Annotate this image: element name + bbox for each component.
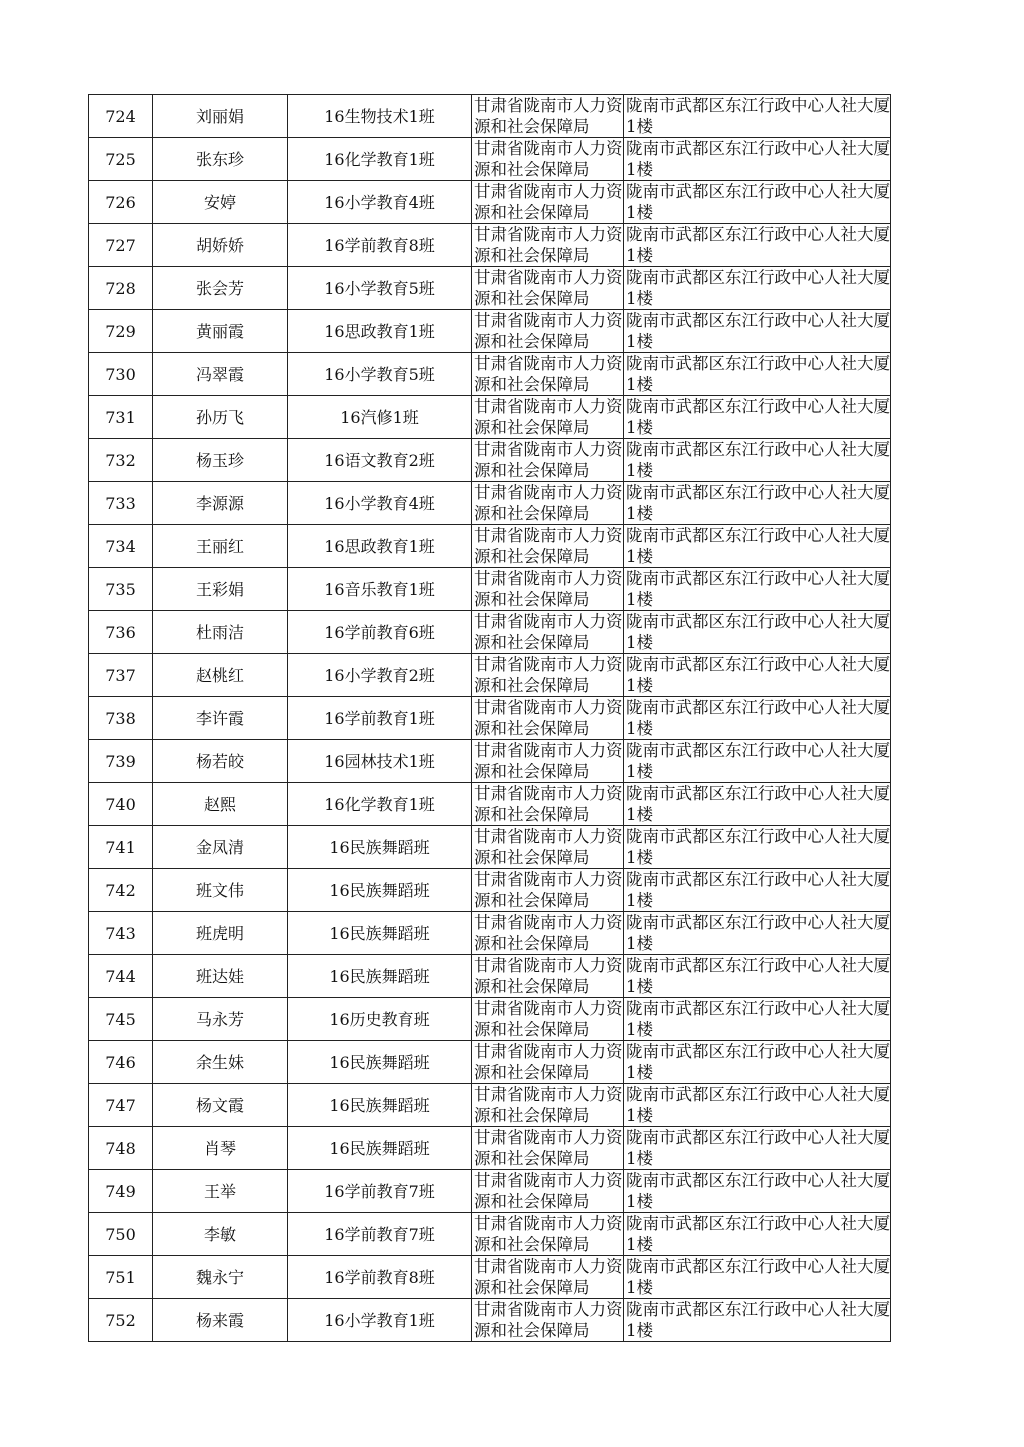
organization-cell: 甘肃省陇南市人力资源和社会保障局 [472,998,624,1041]
class-cell: 16学前教育7班 [288,1213,472,1256]
table-row [89,611,891,654]
serial-number-cell: 752 [89,1299,153,1342]
class-cell: 16思政教育1班 [288,310,472,353]
name-cell: 黄丽霞 [153,310,288,353]
address-cell: 陇南市武都区东江行政中心人社大厦1楼 [624,826,891,869]
organization-cell: 甘肃省陇南市人力资源和社会保障局 [472,1041,624,1084]
organization-cell: 甘肃省陇南市人力资源和社会保障局 [472,396,624,439]
address-cell: 陇南市武都区东江行政中心人社大厦1楼 [624,568,891,611]
serial-number-cell: 732 [89,439,153,482]
address-cell: 陇南市武都区东江行政中心人社大厦1楼 [624,353,891,396]
name-cell: 杨文霞 [153,1084,288,1127]
table-row [89,654,891,697]
organization-cell: 甘肃省陇南市人力资源和社会保障局 [472,912,624,955]
address-cell: 陇南市武都区东江行政中心人社大厦1楼 [624,998,891,1041]
class-cell: 16音乐教育1班 [288,568,472,611]
name-cell: 班虎明 [153,912,288,955]
organization-cell: 甘肃省陇南市人力资源和社会保障局 [472,1084,624,1127]
organization-cell: 甘肃省陇南市人力资源和社会保障局 [472,654,624,697]
table-row [89,353,891,396]
address-cell: 陇南市武都区东江行政中心人社大厦1楼 [624,1299,891,1342]
serial-number-cell: 746 [89,1041,153,1084]
class-cell: 16化学教育1班 [288,138,472,181]
name-cell: 张会芳 [153,267,288,310]
name-cell: 胡娇娇 [153,224,288,267]
name-cell: 杨玉珍 [153,439,288,482]
name-cell: 余生妹 [153,1041,288,1084]
serial-number-cell: 725 [89,138,153,181]
address-cell: 陇南市武都区东江行政中心人社大厦1楼 [624,1127,891,1170]
serial-number-cell: 748 [89,1127,153,1170]
address-cell: 陇南市武都区东江行政中心人社大厦1楼 [624,1170,891,1213]
serial-number-cell: 735 [89,568,153,611]
name-cell: 杨来霞 [153,1299,288,1342]
class-cell: 16小学教育1班 [288,1299,472,1342]
name-cell: 肖琴 [153,1127,288,1170]
name-cell: 李源源 [153,482,288,525]
organization-cell: 甘肃省陇南市人力资源和社会保障局 [472,955,624,998]
serial-number-cell: 742 [89,869,153,912]
table-row [89,1127,891,1170]
serial-number-cell: 724 [89,95,153,138]
organization-cell: 甘肃省陇南市人力资源和社会保障局 [472,181,624,224]
class-cell: 16民族舞蹈班 [288,1041,472,1084]
table-row [89,568,891,611]
table-row [89,482,891,525]
organization-cell: 甘肃省陇南市人力资源和社会保障局 [472,439,624,482]
serial-number-cell: 749 [89,1170,153,1213]
name-cell: 刘丽娟 [153,95,288,138]
address-cell: 陇南市武都区东江行政中心人社大厦1楼 [624,697,891,740]
table-row [89,998,891,1041]
table-row [89,396,891,439]
serial-number-cell: 733 [89,482,153,525]
class-cell: 16语文教育2班 [288,439,472,482]
serial-number-cell: 739 [89,740,153,783]
class-cell: 16民族舞蹈班 [288,869,472,912]
name-cell: 王举 [153,1170,288,1213]
organization-cell: 甘肃省陇南市人力资源和社会保障局 [472,869,624,912]
class-cell: 16民族舞蹈班 [288,955,472,998]
class-cell: 16学前教育8班 [288,224,472,267]
serial-number-cell: 737 [89,654,153,697]
name-cell: 孙历飞 [153,396,288,439]
table-body [89,95,891,1342]
table-row [89,1213,891,1256]
class-cell: 16民族舞蹈班 [288,1084,472,1127]
class-cell: 16小学教育5班 [288,267,472,310]
organization-cell: 甘肃省陇南市人力资源和社会保障局 [472,224,624,267]
serial-number-cell: 728 [89,267,153,310]
table-row [89,869,891,912]
organization-cell: 甘肃省陇南市人力资源和社会保障局 [472,740,624,783]
table-row [89,697,891,740]
serial-number-cell: 741 [89,826,153,869]
serial-number-cell: 740 [89,783,153,826]
table-row [89,1084,891,1127]
organization-cell: 甘肃省陇南市人力资源和社会保障局 [472,138,624,181]
class-cell: 16园林技术1班 [288,740,472,783]
serial-number-cell: 727 [89,224,153,267]
organization-cell: 甘肃省陇南市人力资源和社会保障局 [472,611,624,654]
serial-number-cell: 730 [89,353,153,396]
serial-number-cell: 751 [89,1256,153,1299]
table-row [89,1299,891,1342]
serial-number-cell: 729 [89,310,153,353]
address-cell: 陇南市武都区东江行政中心人社大厦1楼 [624,267,891,310]
address-cell: 陇南市武都区东江行政中心人社大厦1楼 [624,224,891,267]
organization-cell: 甘肃省陇南市人力资源和社会保障局 [472,568,624,611]
address-cell: 陇南市武都区东江行政中心人社大厦1楼 [624,95,891,138]
name-cell: 安婷 [153,181,288,224]
address-cell: 陇南市武都区东江行政中心人社大厦1楼 [624,525,891,568]
table-row [89,740,891,783]
class-cell: 16思政教育1班 [288,525,472,568]
address-cell: 陇南市武都区东江行政中心人社大厦1楼 [624,1213,891,1256]
class-cell: 16民族舞蹈班 [288,1127,472,1170]
address-cell: 陇南市武都区东江行政中心人社大厦1楼 [624,1256,891,1299]
class-cell: 16小学教育2班 [288,654,472,697]
table-row [89,181,891,224]
address-cell: 陇南市武都区东江行政中心人社大厦1楼 [624,611,891,654]
class-cell: 16学前教育1班 [288,697,472,740]
table-row [89,1170,891,1213]
table-row [89,310,891,353]
name-cell: 赵桃红 [153,654,288,697]
organization-cell: 甘肃省陇南市人力资源和社会保障局 [472,353,624,396]
table-row [89,955,891,998]
name-cell: 马永芳 [153,998,288,1041]
table-row [89,267,891,310]
organization-cell: 甘肃省陇南市人力资源和社会保障局 [472,1256,624,1299]
table-row [89,826,891,869]
class-cell: 16生物技术1班 [288,95,472,138]
serial-number-cell: 745 [89,998,153,1041]
organization-cell: 甘肃省陇南市人力资源和社会保障局 [472,1213,624,1256]
address-cell: 陇南市武都区东江行政中心人社大厦1楼 [624,1084,891,1127]
serial-number-cell: 736 [89,611,153,654]
name-cell: 冯翠霞 [153,353,288,396]
organization-cell: 甘肃省陇南市人力资源和社会保障局 [472,697,624,740]
address-cell: 陇南市武都区东江行政中心人社大厦1楼 [624,654,891,697]
class-cell: 16民族舞蹈班 [288,826,472,869]
serial-number-cell: 738 [89,697,153,740]
name-cell: 赵熙 [153,783,288,826]
address-cell: 陇南市武都区东江行政中心人社大厦1楼 [624,740,891,783]
class-cell: 16学前教育6班 [288,611,472,654]
name-cell: 魏永宁 [153,1256,288,1299]
organization-cell: 甘肃省陇南市人力资源和社会保障局 [472,826,624,869]
organization-cell: 甘肃省陇南市人力资源和社会保障局 [472,482,624,525]
organization-cell: 甘肃省陇南市人力资源和社会保障局 [472,783,624,826]
name-cell: 王丽红 [153,525,288,568]
name-cell: 班文伟 [153,869,288,912]
serial-number-cell: 743 [89,912,153,955]
organization-cell: 甘肃省陇南市人力资源和社会保障局 [472,95,624,138]
class-cell: 16历史教育班 [288,998,472,1041]
class-cell: 16学前教育8班 [288,1256,472,1299]
organization-cell: 甘肃省陇南市人力资源和社会保障局 [472,1299,624,1342]
table-row [89,224,891,267]
name-cell: 王彩娟 [153,568,288,611]
address-cell: 陇南市武都区东江行政中心人社大厦1楼 [624,955,891,998]
address-cell: 陇南市武都区东江行政中心人社大厦1楼 [624,310,891,353]
serial-number-cell: 750 [89,1213,153,1256]
serial-number-cell: 744 [89,955,153,998]
table-row [89,912,891,955]
organization-cell: 甘肃省陇南市人力资源和社会保障局 [472,267,624,310]
organization-cell: 甘肃省陇南市人力资源和社会保障局 [472,525,624,568]
address-cell: 陇南市武都区东江行政中心人社大厦1楼 [624,181,891,224]
class-cell: 16小学教育5班 [288,353,472,396]
name-cell: 李敏 [153,1213,288,1256]
organization-cell: 甘肃省陇南市人力资源和社会保障局 [472,1170,624,1213]
class-cell: 16小学教育4班 [288,482,472,525]
class-cell: 16民族舞蹈班 [288,912,472,955]
table-row [89,95,891,138]
organization-cell: 甘肃省陇南市人力资源和社会保障局 [472,310,624,353]
name-cell: 班达娃 [153,955,288,998]
address-cell: 陇南市武都区东江行政中心人社大厦1楼 [624,912,891,955]
name-cell: 李许霞 [153,697,288,740]
table-row [89,783,891,826]
address-cell: 陇南市武都区东江行政中心人社大厦1楼 [624,439,891,482]
organization-cell: 甘肃省陇南市人力资源和社会保障局 [472,1127,624,1170]
table-row [89,439,891,482]
table-row [89,1041,891,1084]
table-row [89,525,891,568]
class-cell: 16化学教育1班 [288,783,472,826]
table-row [89,138,891,181]
address-cell: 陇南市武都区东江行政中心人社大厦1楼 [624,482,891,525]
address-cell: 陇南市武都区东江行政中心人社大厦1楼 [624,869,891,912]
name-cell: 张东珍 [153,138,288,181]
address-cell: 陇南市武都区东江行政中心人社大厦1楼 [624,783,891,826]
serial-number-cell: 747 [89,1084,153,1127]
address-cell: 陇南市武都区东江行政中心人社大厦1楼 [624,1041,891,1084]
serial-number-cell: 726 [89,181,153,224]
name-cell: 杨若皎 [153,740,288,783]
class-cell: 16小学教育4班 [288,181,472,224]
address-cell: 陇南市武都区东江行政中心人社大厦1楼 [624,396,891,439]
serial-number-cell: 731 [89,396,153,439]
class-cell: 16学前教育7班 [288,1170,472,1213]
table-row [89,1256,891,1299]
serial-number-cell: 734 [89,525,153,568]
name-cell: 金凤清 [153,826,288,869]
data-table [88,94,891,1342]
name-cell: 杜雨洁 [153,611,288,654]
address-cell: 陇南市武都区东江行政中心人社大厦1楼 [624,138,891,181]
class-cell: 16汽修1班 [288,396,472,439]
